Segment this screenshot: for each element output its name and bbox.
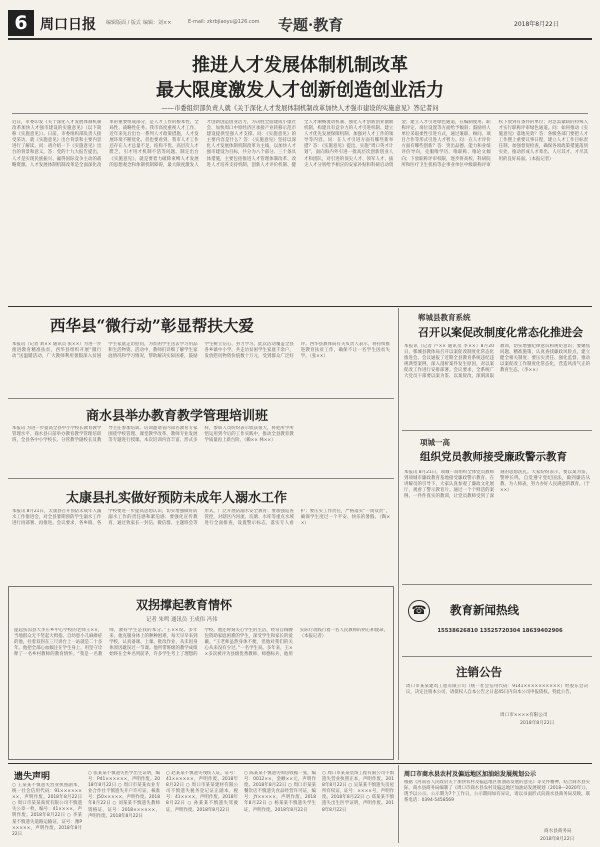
cancel-notice-body: 周口市某某建筑工程有限公司（统一社会信用代码：9141××××××××××）经股东会决议，决定注销本公司，请债权人自本公告之日起45日内向本公司申报债权。特此公告。 [406, 684, 588, 696]
page-number: 6 [14, 12, 28, 34]
dancheng-body: 本报讯（记者 卢×× 通讯员 李××）8月20日，郸城县教体局召开以案促改制度化常态化推进会。会议通报了近期全县教育系统违纪违规典型案例，深入剖析案件发生原因，对以案促改工作进行安排部署。会议要求，全系统广大党员干部要以案为鉴、以案促改，深刻汲取教训，切实增强纪律意识和规矩意识；要聚焦问题、精准施策，认真查找廉政风险点，建立健全相关制度；要压实责任、强化监督，推动以案促改工作制度化常态化，营造风清气正的教育生态。（李××） [404, 344, 590, 380]
masthead [8, 8, 592, 38]
plan-notice-divider [398, 765, 399, 843]
lead-headline-2: 最大限度激发人才创新创造创业活力 [156, 80, 444, 101]
xihua-body: 本报讯（记者 刘×× 通讯员 张××）为进一步推进教育精准扶贫，西华县组织开展“微行动”送温暖活动，广大教师利用暑假深入贫困学生家庭走访慰问，为贫困学生送去学习用品和生活物资。活动中，教师们详细了解学生家庭情况和学习情况，帮助解决实际困难，鼓励学生树立信心、努力学习。此次活动覆盖全县各乡镇中小学，共走访贫困学生家庭千余户，发放慰问物资价值数十万元，受到群众广泛好评。西华县教体局有关负责人表示，将持续推进教育扶贫工作，确保不让一名学生因贫失学。（张××） [12, 342, 390, 360]
lost-notice-col-5: ○ 周口市某某装饰工程有限公司不慎遗失营业执照正本，声明作废。2018年8月22日 ○ 吴某某不慎遗失房屋所有权证，证号：××××号，声明作废。2018年8月22日 ○ 郑某某不慎遗失出生医学证明，声明作废。2018年8月22日 [322, 771, 394, 813]
hotline-title: 教育新闻热线 [450, 603, 519, 617]
lost-notice-col-2: ○ 张某某不慎遗失医学出生证明，编号：P41××××××，声明作废。2018年8月22日 ○ 周口市某某农业专业合作社不慎遗失开户许可证，核准号：J50×××××，声明作废。2018年8月22日 ○ 刘某某不慎遗失教师资格证，证号：2018××××××，声明作废。2018年8月22日 [88, 771, 160, 819]
hotline-numbers: 15538626810 13525720304 18639402906 [437, 628, 563, 634]
masthead-sub-info: 编辑版面 / 版式 [106, 20, 141, 26]
masthead-date: 2018年8月22日 [514, 21, 559, 28]
lost-notice-col-4: ○ 陈某某不慎遗失购房收据一张，编号：0012××，金额××元，声明作废。2018年8月22日 ○ 周口市某某餐饮店不慎遗失食品经营许可证，编号：JY×××××，声明作废。2018年8月22日 ○ 杨某某不慎遗失学生证，声明作废。2018年8月22日 [244, 771, 316, 813]
shangshui-body: 本报讯 为进一步提高全县中小学校长教育教学管理水平，商水县日前举办教育教学管理培训班，全县各中小学校长、分管教学副校长及教导主任参加培训。培训邀请省内知名教育专家围绕学校管理、课堂教学改革、教师专业发展等专题进行授课。本次培训内容丰富、形式多样，参训人员纷纷表示收获很大，将把所学所悟运用到今后的工作实践中，推动全县教育教学质量再上新台阶。（赖×× 林××） [12, 426, 294, 444]
shangshui-headline: 商水县举办教育教学管理培训班 [86, 409, 269, 424]
lost-notice-col-1: ○ 王某某不慎遗失营业执照副本，统一社会信用代码：91××××××××，声明作废。2018年8月22日 ○ 周口市某某商贸有限公司不慎遗失公章一枚，编号：41××××，声明作废。2018年8月22日 ○ 李某某不慎遗失道路运输证，证号：豫P×××××，声明作废。2018年8月22日 [12, 783, 82, 837]
feature-byline: 记者 朱鸣 通讯员 王成伟 冯伟 [146, 617, 218, 623]
masthead-rule [8, 38, 592, 40]
lead-subtitle-rule [12, 113, 588, 114]
feature-body: 提起扶沟县大李庄乡中心学校的老师王××，当地群众无不竖起大拇指。自幼患小儿麻痹症的他，拄着双拐在三尺讲台上一站就是二十多年。他把全部心血倾注在学生身上，用坚守诠释了一名乡村教师的教育情怀。“我是一名教师，教好学生是我的本分。”王××说。多年来，他克服身体上的种种困难，每天早早来到学校，认真备课、上课、批改作业，从未因身体原因耽误过一节课。他所带班级的教学成绩始终在全乡名列前茅，许多学生考上了理想的学校。他还时刻关心学生的生活，经常自掏腰包资助家庭困难的学生，深受学生和家长的爱戴。“王老师虽然身体不便，但他对我们的关心从来没有少过。”一名学生说。多年来，王××多次被评为县级优秀教师、师德标兵，他用实际行动践行着一名人民教师的初心和使命。（本报记者） [14, 628, 388, 658]
taikang-headline: 太康县扎实做好预防未成年人溺水工作 [66, 491, 288, 506]
dancheng-kicker: 郸城县教育系统 [418, 313, 471, 322]
xiangcheng-kicker: 项城一高 [420, 438, 450, 447]
xihua-rule [8, 398, 394, 399]
xiangcheng-rule [402, 584, 592, 585]
feature-headline: 双拐撑起教育情怀 [136, 598, 233, 612]
plan-notice-date: 2018年8月22日 [540, 837, 575, 842]
plan-notice-title: 周口市商水县农村及偏远地区加油站发展规划公示 [404, 771, 537, 778]
plan-notice-body: 根据《河南省人民政府关于加快农村及偏远地区加油站发展的意见》等文件精神，结合商水县实际，商水县商务局编制了《周口市商水县农村及偏远地区加油站发展规划（2018—2020年）》，现予以公示。公示期为7个工作日，公示期间如有异议，请以书面形式向商水县商务局反映。联系电话：0394-5458569 [404, 780, 590, 804]
xiangcheng-body: 本报讯 8月21日，项城一高组织全体党员教师到项城市廉政教育基地接受廉政警示教育。在讲解员的引导下，大家认真参观了廉政文化展厅，观看了警示教育片。通过一个个鲜活的案例、一件件真实的教训，让党员教师受到了深刻的思想洗礼。大家纷纷表示，要以案为鉴，警钟长鸣，自觉遵守党纪国法，做到廉洁从教、为人师表，努力办好人民满意的教育。（于××） [404, 470, 590, 500]
section-title: 专题·教育 [278, 16, 344, 34]
cancel-notice-signature: 周口市××××有限公司 [500, 713, 548, 718]
right-column-divider [398, 308, 399, 760]
masthead-email: E-mail: zkrbjiaoyu@126.com [188, 19, 260, 25]
hotline-rule [402, 656, 592, 657]
taikang-body: 本报讯 8月21日，太康县召开预防未成年人溺水工作推进会，对全县暑期预防学生溺水工作进行再部署、再推进。会议要求，各乡镇、各学校要进一步提高思想认识，切实增强做好防溺水工作的责任感和紧迫感；要强化宣传教育，通过致家长一封信、微信群、主题班会等形式，广泛开展防溺水安全教育；要加强巡查管控，对辖区内河流、坑塘、水库等重点水域进行全面排查，设置警示标志，落实专人看护；要压实工作责任，严格落实“一岗双责”，确保学生度过一个平安、快乐的暑假。（陶××） [12, 509, 390, 527]
hotline-phone-icon: ☎ [408, 600, 430, 622]
paper-name: 周口日报 [40, 17, 96, 33]
lost-notice-title: 遗失声明 [14, 772, 51, 782]
lead-body: 近日，市委印发《关于深化人才发展体制机制改革加快人才强市建设的实施意见》（以下简称《实施意见》）。日前，市委组织部负责人接受采访，就《实施意见》出台背景和主要内容进行了解读。问：请介绍一下《实施意见》出台的背景和意义。答：党的十九大报告提出，人才是实现民族振兴、赢得国际竞争主动的战略资源。人才发展体制机制改革是全面深化改革的重要组成部分，是人才工作的根本性、全局性、战略性任务。我市高度重视人才工作，近年来先后出台一系列人才政策措施，人才发展环境不断优化。但也要看到，我市人才工作还存在人才总量不足、结构不优、高层次人才匮乏、引才用才机制不活等问题。制定出台《实施意见》，就是要着力破除束缚人才发展的思想观念和体制机制障碍，最大限度激发人才创新创造创业活力，为决胜全面建成小康社会、加快周口中原经济区承接产业转移示范市建设提供坚强人才支撑。问：《实施意见》的主要内容是什么？答：《实施意见》坚持以深化人才发展体制机制改革为主线，以加快人才强市建设为目标，共分为八个部分、三十条具体措施，主要包括推进人才管理体制改革、改进人才培养支持机制、创新人才评价机制、健全人才顺畅流动机制、强化人才创新创业激励机制、构建具有竞争力的人才引进机制、建立人才优先发展保障机制、加强对人才工作的领导等内容。问：在人才引进方面有哪些新举措？答：《实施意见》提出，实施“周口英才计划”，面向海内外引进一批高层次创新创业人才和团队，对引进的顶尖人才、领军人才、拔尖人才分别给予相应的安家补贴和科研启动资金；建立人才引进绿色通道，在编制使用、职称评定、岗位设置等方面给予倾斜；鼓励用人单位采取柔性引进方式，通过兼职、顾问、项目合作等形式引进人才智力。问：在人才评价方面有哪些创新？答：突出品德、能力和业绩评价导向，克服唯学历、唯职称、唯论文倾向；下放职称评审权限，逐步将高校、科研院所和医疗卫生机构等企事业单位中级职称评审权下放到有条件的单位；对急需紧缺的特殊人才实行职称评审绿色通道。问：如何推动《实施意见》落地见效？答：各级各部门要把人才工作摆上重要议事日程，建立人才工作目标责任制，加强督促检查，确保各项政策措施落到实处，推动形成人才辈出、人尽其才、才尽其用的良好局面。（本报记者） [12, 120, 588, 168]
xihua-headline: 西华县“微行动”彰显帮扶大爱 [50, 316, 254, 335]
lost-notice-col-3: ○ 赵某某不慎遗失残疾人证，证号：41××××××，声明作废。2018年8月22日 ○ 周口市某某建材有限公司不慎遗失税务登记证正副本，税号：41××××，声明作废。2018年8月22日 ○ 孙某某不慎遗失驾驶证，声明作废。2018年8月22日 [166, 771, 238, 813]
cancel-notice-date: 2018年8月22日 [520, 721, 555, 726]
cancel-notice-title: 注销公告 [456, 665, 502, 679]
xiangcheng-headline: 组织党员教师接受廉政警示教育 [420, 451, 567, 463]
lead-headline-1: 推进人才发展体制机制改革 [192, 55, 408, 76]
dancheng-rule [402, 430, 592, 431]
bottom-rule [8, 763, 592, 764]
hotline-box [402, 590, 592, 652]
lead-bottom-rule [8, 306, 592, 307]
lead-subtitle: ——市委组织部负责人就《关于深化人才发展体制机制改革加快人才强市建设的实施意见》答记者问 [161, 105, 439, 112]
shangshui-rule [8, 478, 394, 479]
masthead-editor: 编辑：刘×× [143, 20, 172, 26]
plan-notice-signature: 商水县商务局 [544, 829, 572, 834]
dancheng-headline: 召开以案促改制度化常态化推进会 [418, 326, 583, 339]
